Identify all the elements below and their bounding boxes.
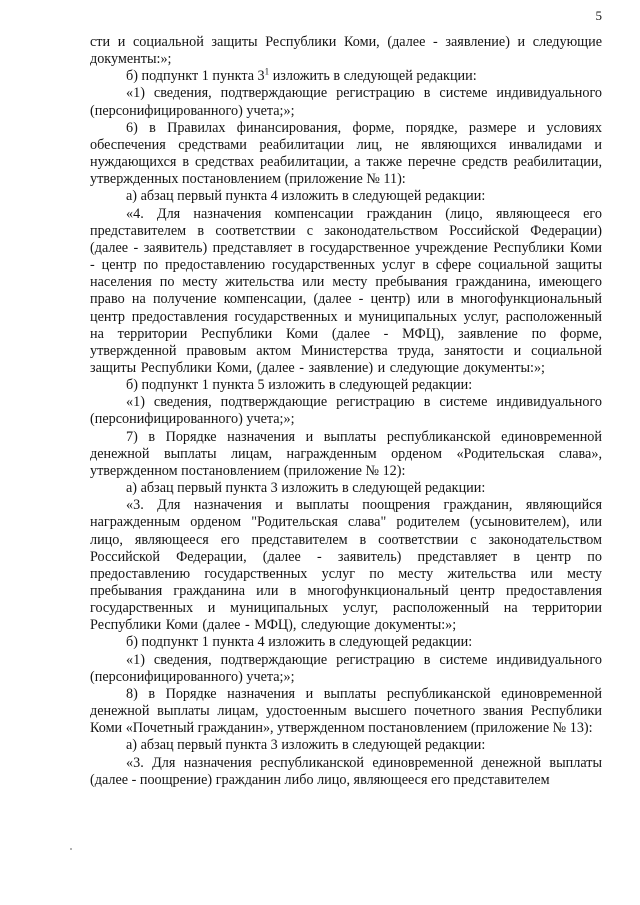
paragraph: 6) в Правилах финансирования, форме, порядке, размере и условиях обеспечения средствами реабилитации лиц, не являющихся инвалидами и нуждающихся в средствах реабилитации, а также перечне средств реабилитации, утвержденных постановлением (приложение № 11):	[90, 119, 602, 188]
superscript: 1	[264, 66, 270, 77]
paragraph: 7) в Порядке назначения и выплаты республиканской единовременной денежной выплаты лицам, награжденным орденом «Родительская слава», утвержденном постановлением (приложение № 12):	[90, 428, 602, 479]
scan-speck	[70, 848, 72, 850]
paragraph: «1) сведения, подтверждающие регистрацию в системе индивидуального (персонифицированного) учета;»;	[90, 651, 602, 685]
paragraph-text: изложить в следующей редакции:	[269, 68, 477, 85]
paragraph	[90, 68, 602, 85]
paragraph: б) подпункт 1 пункта 5 изложить в следующей редакции:	[126, 377, 473, 394]
document-body	[90, 34, 602, 789]
paragraph-text: б) подпункт 1 пункта 3	[126, 68, 265, 85]
paragraph: 8) в Порядке назначения и выплаты республиканской единовременной денежной выплаты лицам, удостоенным высшего почетного звания Республики Коми «Почетный гражданин», утвержденном постановлением (приложение № 13):	[90, 685, 602, 737]
paragraph: а) абзац первый пункта 3 изложить в следующей редакции:	[126, 480, 486, 497]
paragraph: «1) сведения, подтверждающие регистрацию в системе индивидуального (персонифицированного) учета;»;	[90, 394, 602, 428]
paragraph: а) абзац первый пункта 3 изложить в следующей редакции:	[126, 737, 486, 754]
paragraph: «3. Для назначения республиканской единовременной денежной выплаты (далее - поощрение) гражданин либо лицо, являющееся его представителем	[90, 754, 602, 788]
page-number: 5	[595, 8, 602, 23]
paragraph: «1) сведения, подтверждающие регистрацию в системе индивидуального (персонифицированного) учета;»;	[90, 85, 602, 119]
paragraph: «4. Для назначения компенсации гражданин (лицо, являющееся его представителем в соответствии с законодательством Российской Федерации) (далее - заявитель) представляет в государственное учреждение Республики Коми - центр по предоставлению государственных услуг в сфере социальной защиты населения по месту жительства или месту пребывания гражданина, имеющего право на получение компенсации, (далее - центр) или в многофункциональный центр предоставления государственных и муниципальных услуг, расположенный на территории Республики Коми (далее - МФЦ), заявление по форме, утвержденной правовым актом Министерства труда, занятости и социальной защиты Республики Коми, (далее - заявление) и следующие документы:»;	[90, 205, 602, 376]
paragraph: сти и социальной защиты Республики Коми, (далее - заявление) и следующие документы:»;	[90, 34, 602, 68]
paragraph: б) подпункт 1 пункта 4 изложить в следующей редакции:	[126, 634, 473, 651]
paragraph: «3. Для назначения и выплаты поощрения гражданин, являющийся награжденным орденом "Родительская слава" родителем (усыновителем), или лицо, являющееся его представителем в соответствии с законодательством Российской Федерации, (далее - заявитель) представляет в центр по предоставлению государственных услуг по месту жительства или месту пребывания гражданина или в многофункциональный центр предоставления государственных и муниципальных услуг, расположенный на территории Республики Коми (далее - МФЦ), следующие документы:»;	[90, 497, 602, 634]
paragraph: а) абзац первый пункта 4 изложить в следующей редакции:	[126, 188, 486, 205]
